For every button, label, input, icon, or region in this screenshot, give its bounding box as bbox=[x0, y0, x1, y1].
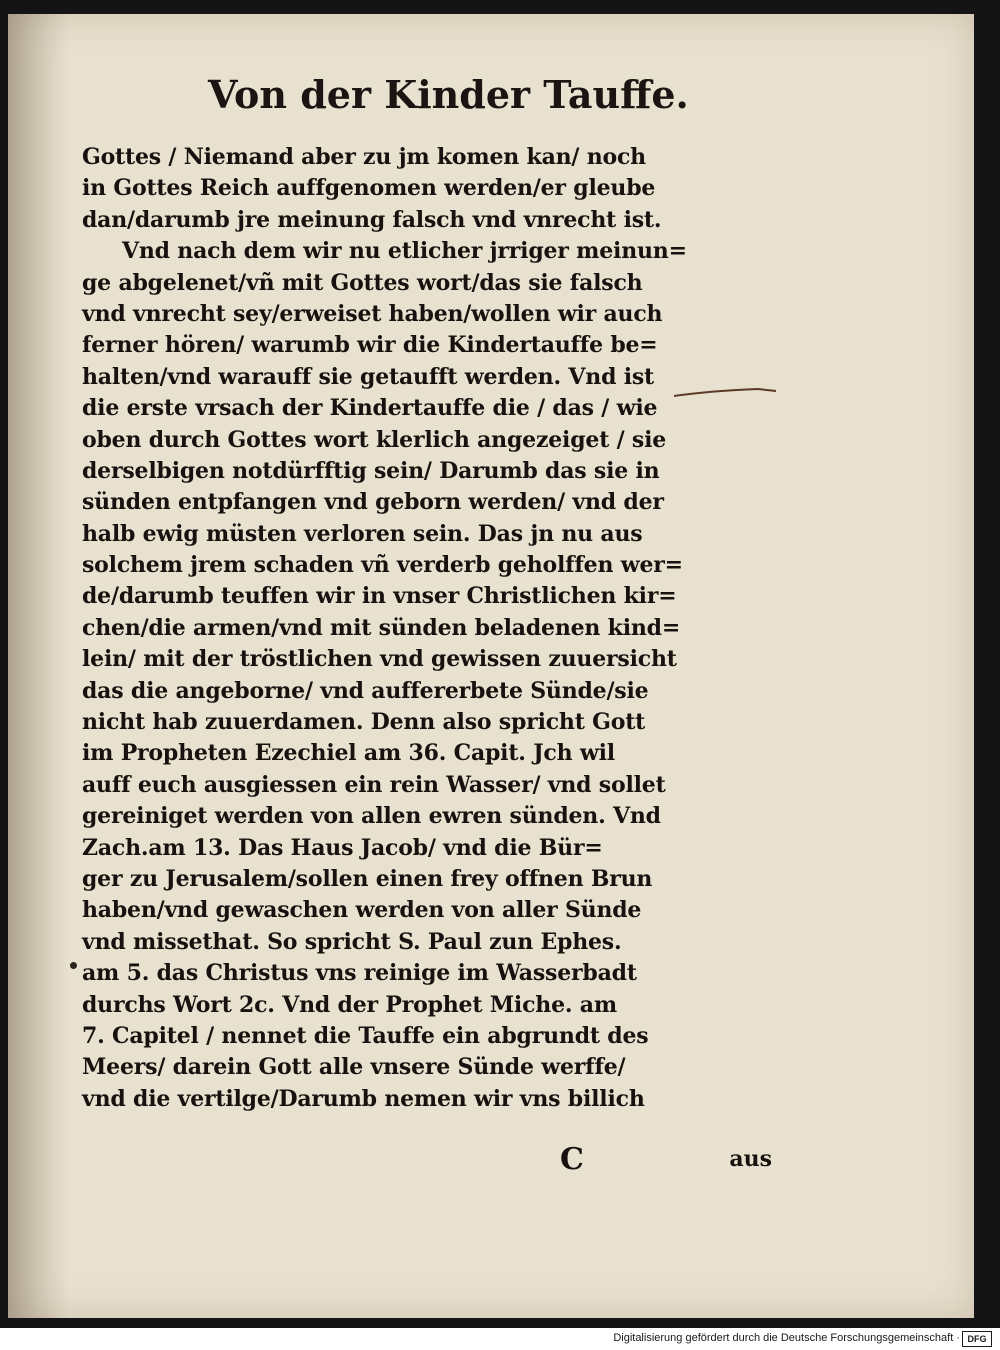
text-line: in Gottes Reich auffgenomen werden/er gleube bbox=[82, 175, 656, 202]
text-line: derselbigen notdürfftig sein/ Darumb das sie in bbox=[82, 457, 660, 484]
text-line: Zach.am 13. Das Haus Jacob/ vnd die Bür= bbox=[82, 834, 603, 861]
text-line: ferner hören/ warumb wir die Kindertauffe be= bbox=[82, 332, 658, 359]
text-line: gereiniget werden von allen ewren sünden. Vnd bbox=[82, 803, 661, 830]
text-line: oben durch Gottes wort klerlich angezeiget / sie bbox=[82, 426, 667, 453]
footer-bar bbox=[0, 1328, 1000, 1350]
text-line: 7. Capitel / nennet die Tauffe ein abgrundt des bbox=[82, 1022, 649, 1049]
gutter-shadow bbox=[8, 14, 68, 1318]
text-line: nicht hab zuuerdamen. Denn also spricht Gott bbox=[82, 709, 646, 736]
text-line: Vnd nach dem wir nu etlicher jrriger meinun= bbox=[122, 238, 687, 265]
book-page bbox=[8, 14, 974, 1318]
text-line: ge abgelenet/vñ mit Gottes wort/das sie falsch bbox=[82, 269, 643, 296]
text-line: die erste vrsach der Kindertauffe die / das / wie bbox=[82, 395, 658, 422]
text-line: ger zu Jerusalem/sollen einen frey offnen Brun bbox=[82, 865, 653, 892]
text-line: Meers/ darein Gott alle vnsere Sünde werffe/ bbox=[82, 1054, 626, 1081]
margin-ink-dot bbox=[70, 962, 77, 969]
text-line: dan/darumb jre meinung falsch vnd vnrecht ist. bbox=[82, 206, 662, 233]
text-line: vnd vnrecht sey/erweiset haben/wollen wir auch bbox=[82, 300, 663, 327]
text-line: am 5. das Christus vns reinige im Wasserbadt bbox=[82, 960, 637, 987]
text-line: vnd missethat. So spricht S. Paul zun Ephes. bbox=[82, 928, 622, 955]
text-line: de/darumb teuffen wir in vnser Christlichen kir= bbox=[82, 583, 677, 610]
text-line: lein/ mit der tröstlichen vnd gewissen zuuersicht bbox=[82, 646, 677, 673]
footer-credit: Digitalisierung gefördert durch die Deutsche Forschungsgemeinschaft · bbox=[613, 1332, 960, 1344]
text-line: durchs Wort 2c. Vnd der Prophet Miche. am bbox=[82, 991, 617, 1018]
dfg-logo-icon: DFG bbox=[962, 1331, 992, 1347]
running-head: Von der Kinder Tauffe. bbox=[208, 72, 689, 117]
text-line: solchem jrem schaden vñ verderb geholffen wer= bbox=[82, 552, 683, 579]
text-line: halten/vnd warauff sie getaufft werden. Vnd ist bbox=[82, 363, 655, 390]
text-line: im Propheten Ezechiel am 36. Capit. Jch wil bbox=[82, 740, 615, 767]
text-line: vnd die vertilge/Darumb nemen wir vns billich bbox=[82, 1085, 645, 1112]
text-line: haben/vnd gewaschen werden von aller Sünde bbox=[82, 897, 642, 924]
text-line: sünden entpfangen vnd geborn werden/ vnd der bbox=[82, 489, 664, 516]
text-line: das die angeborne/ vnd auffererbete Sünde/sie bbox=[82, 677, 649, 704]
signature-mark: C bbox=[560, 1142, 584, 1177]
handwritten-underline-mark bbox=[672, 380, 782, 404]
page-foot bbox=[82, 1142, 772, 1178]
catchword: aus bbox=[729, 1146, 772, 1172]
text-block bbox=[82, 142, 772, 1115]
text-line: Gottes / Niemand aber zu jm komen kan/ noch bbox=[82, 144, 646, 170]
text-line: halb ewig müsten verloren sein. Das jn nu aus bbox=[82, 520, 643, 547]
text-line: auff euch ausgiessen ein rein Wasser/ vnd sollet bbox=[82, 771, 666, 798]
text-line: chen/die armen/vnd mit sünden beladenen kind= bbox=[82, 614, 681, 641]
